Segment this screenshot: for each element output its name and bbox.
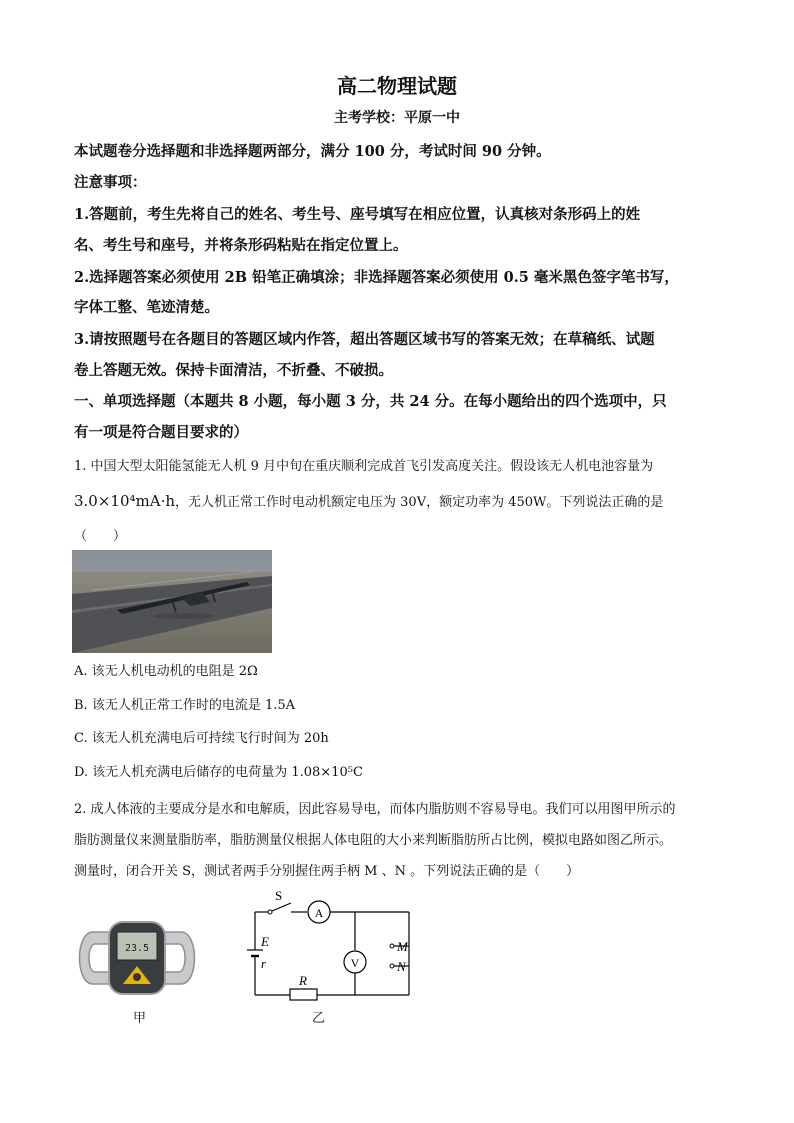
intro-text: 本试题卷分选择题和非选择题两部分，满分 100 分，考试时间 90 分钟。: [74, 143, 551, 160]
notice-line: 1.答题前，考生先将自己的姓名、考生号、座号填写在相应位置，认真核对条形码上的姓: [74, 206, 641, 223]
notice-heading: 注意事项：: [74, 174, 147, 191]
option-c: C. 该无人机充满电后可持续飞行时间为 20h: [74, 731, 329, 746]
voltmeter-label: V: [350, 956, 360, 970]
meter-screen-value: 23.5: [124, 943, 150, 954]
answer-bracket: （ ）: [74, 529, 127, 544]
emf-label: E: [261, 934, 269, 949]
notice-line: 卷上答题无效。保持卡面清洁，不折叠、不破损。: [74, 362, 393, 379]
resistor-label: R: [299, 973, 307, 988]
handle-m-label: M: [397, 939, 408, 954]
drone-photo: [72, 550, 272, 653]
question-1-stem-cont: ，无人机正常工作时电动机额定电压为 30V，额定功率为 450W。下列说法正确的是: [175, 495, 664, 510]
internal-resistance-label: r: [261, 956, 267, 971]
option-b: B. 该无人机正常工作时的电流是 1.5A: [74, 698, 296, 713]
notice-line: 名、考生号和座号，并将条形码粘贴在指定位置上。: [74, 237, 408, 254]
question-2-stem: 2. 成人体液的主要成分是水和电解质，因此容易导电，而体内脂肪则不容易导电。我们可以用图甲所示的: [74, 802, 676, 817]
question-2-stem: 脂肪测量仪来测量脂肪率，脂肪测量仪根据人体电阻的大小来判断脂肪所占比例，模拟电路如图乙所示。: [74, 833, 673, 848]
handle-n-label: N: [397, 959, 406, 974]
figure-b-caption: 乙: [312, 1011, 326, 1026]
notice-line: 字体工整、笔迹清楚。: [74, 299, 219, 316]
section-heading: 一、单项选择题（本题共 8 小题，每小题 3 分，共 24 分。在每小题给出的四个选项中，只: [74, 393, 667, 410]
question-2-stem: 测量时，闭合开关 S，测试者两手分别握住两手柄 M 、N 。下列说法正确的是（ ）: [74, 864, 580, 879]
ammeter-label: A: [314, 906, 324, 920]
option-d: D. 该无人机充满电后储存的电荷量为 1.08×10⁵C: [74, 765, 363, 780]
notice-line: 3.请按照题号在各题目的答题区域内作答，超出答题区域书写的答案无效；在草稿纸、试题: [74, 331, 655, 348]
notice-line: 2.选择题答案必须使用 2B 铅笔正确填涂；非选择题答案必须使用 0.5 毫米黑色签字笔书写，: [74, 269, 679, 286]
switch-label: S: [275, 888, 283, 903]
section-heading: 有一项是符合题目要求的）: [74, 424, 248, 441]
battery-capacity: 3.0×10⁴mA·h: [74, 492, 176, 510]
page-title: 高二物理试题: [337, 74, 457, 98]
fat-meter-photo: [73, 914, 201, 1000]
school-line: 主考学校：平原一中: [334, 110, 460, 126]
option-a: A. 该无人机电动机的电阻是 2Ω: [74, 664, 258, 679]
question-1-stem: 1. 中国大型太阳能氢能无人机 9 月中旬在重庆顺利完成首飞引发高度关注。假设该无人机电池容量为: [74, 459, 654, 474]
circuit-diagram: [235, 884, 415, 1008]
figure-a-caption: 甲: [133, 1011, 147, 1026]
